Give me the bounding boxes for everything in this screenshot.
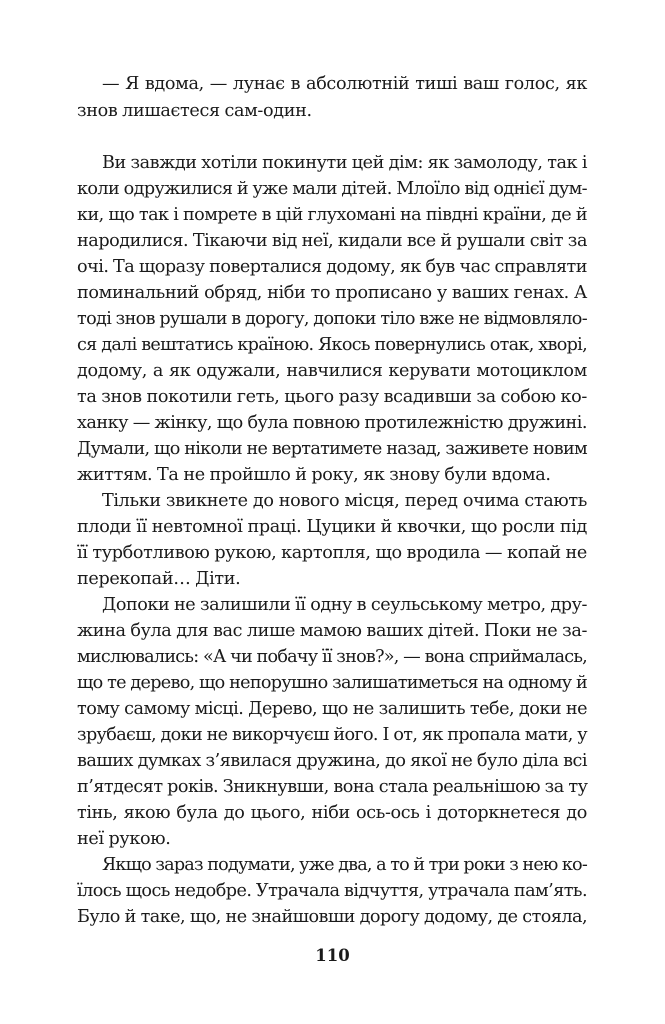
text-line: та знов покотили геть, цього разу всадивши за собою ко- — [77, 387, 587, 407]
text-line: жина була для вас лише мамою ваших дітей. Поки не за- — [77, 621, 587, 641]
text-line: її турботливою рукою, картопля, що вродила — копай не — [77, 543, 587, 563]
text-line: очі. Та щоразу поверталися додому, як був час справляти — [77, 257, 587, 277]
text-line: знов лишаєтеся сам-один. — [77, 101, 312, 121]
text-line: поминальний обряд, ніби то прописано у ваших генах. А — [77, 283, 587, 303]
text-line: тоді знов рушали в дорогу, допоки тіло вже не відмовляло- — [77, 309, 587, 329]
text-line: зрубаєш, доки не викорчуєш його. І от, як пропала мати, у — [77, 725, 587, 745]
text-line: тому самому місці. Дерево, що не залишить тебе, доки не — [77, 699, 587, 719]
text-line: ханку — жінку, що була повною протилежністю дружині. — [77, 413, 587, 433]
text-line: п’ятдесят років. Зникнувши, вона стала реальнішою за ту — [77, 777, 588, 797]
text-line: ся далі вештатись країною. Якось повернулись отак, хворі, — [77, 335, 587, 355]
text-line: життям. Та не пройшло й року, як знову були вдома. — [77, 465, 551, 485]
text-line: їлось щось недобре. Утрачала відчуття, утрачала пам’ять. — [77, 881, 588, 901]
text-line: коли одружилися й уже мали дітей. Млоїло від однієї дум- — [77, 179, 587, 199]
text-line: ки, що так і помрете в цій глухомані на півдні країни, де й — [77, 205, 587, 225]
text-line: Думали, що ніколи не вертатимете назад, заживете новим — [77, 439, 587, 459]
text-line: що те дерево, що непорушно залишатиметься на одному й — [77, 673, 587, 693]
text-line: народилися. Тікаючи від неї, кидали все й рушали світ за — [77, 231, 587, 251]
text-line: Тільки звикнете до нового місця, перед очима стають — [102, 491, 587, 511]
text-line: додому, а як одужали, навчилися керувати мотоциклом — [77, 361, 587, 381]
text-line: Якщо зараз подумати, уже два, а то й три роки з нею ко- — [102, 855, 587, 875]
text-line: тінь, якою була до цього, ніби ось-ось і доторкнетеся до — [77, 803, 587, 823]
text-line: неї рукою. — [77, 829, 171, 849]
text-line: перекопай… Діти. — [77, 569, 241, 589]
text-line: плоди її невтомної праці. Цуцики й квочки, що росли під — [77, 517, 587, 537]
text-line: мислювались: «А чи побачу її знов?», — вона сприймалась, — [77, 647, 587, 667]
text-line: Допоки не залишили її одну в сеульському метро, дру- — [102, 595, 587, 615]
text-line: — Я вдома, — лунає в абсолютній тиші ваш голос, як — [102, 74, 587, 94]
text-line: Було й таке, що, не знайшовши дорогу додому, де стояла, — [77, 907, 587, 927]
text-line: ваших думках з’явилася дружина, до якої не було діла всі — [77, 751, 587, 771]
text-line: Ви завжди хотіли покинути цей дім: як замолоду, так і — [102, 153, 587, 173]
page-number: 110 — [315, 946, 350, 965]
